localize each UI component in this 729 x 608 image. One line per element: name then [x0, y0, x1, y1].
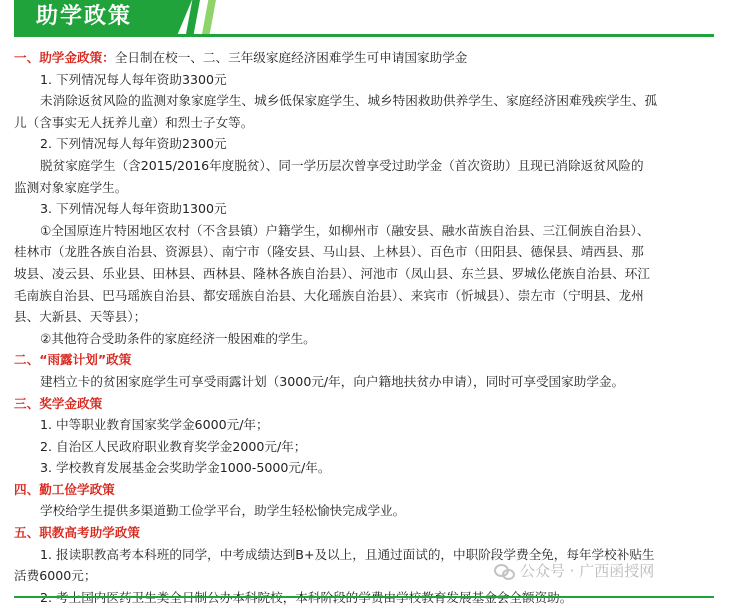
paragraph-line: 桂林市（龙胜各族自治县、资源县）、南宁市（隆安县、马山县、上林县）、百色市（田阳县、德保县、靖西县、那 [14, 244, 644, 260]
paragraph-line: 脱贫家庭学生（含2015/2016年度脱贫）、同一学历层次曾享受过助学金（首次资助）且现已消除返贫风险的 [40, 157, 644, 173]
page-title: 助学政策 [36, 4, 133, 29]
list-item: 1. 下列情况每人每年资助3300元 [40, 71, 227, 87]
section-intro: 全日制在校一、二、三年级家庭经济困难学生可申请国家助学金 [114, 50, 468, 65]
paragraph-line: 建档立卡的贫困家庭学生可享受雨露计划（3000元/年，向户籍地扶贫办申请），同时可享受国家助学金。 [40, 373, 625, 389]
list-item: 3. 下列情况每人每年资助1300元 [40, 201, 227, 217]
policy-content [14, 47, 714, 608]
paragraph-line: 儿（含事实无人抚养儿童）和烈士子女等。 [14, 114, 254, 130]
banner-stripe [14, 34, 714, 37]
paragraph-line: ①全国原连片特困地区农村（不含县镇）户籍学生，如柳州市（融安县、融水苗族自治县、三江侗族自治县）、 [40, 222, 650, 238]
section-heading-label: 一、助学金政策： [14, 50, 115, 65]
section-heading: 四、勤工俭学政策 [14, 481, 115, 497]
paragraph-line: 坡县、凌云县、乐业县、田林县、西林县、隆林各族自治县）、河池市（凤山县、东兰县、罗城仫佬族自治县、环江 [14, 265, 650, 281]
paragraph-line: 毛南族自治县、巴马瑶族自治县、都安瑶族自治县、大化瑶族自治县）、来宾市（忻城县）、崇左市（宁明县、龙州 [14, 287, 644, 303]
list-item: 2. 自治区人民政府职业教育奖学金2000元/年； [40, 438, 307, 454]
section-heading [14, 47, 714, 69]
banner-decoration [202, 0, 216, 34]
watermark-text: 公众号 · 广西函授网 [520, 562, 655, 580]
list-item: 2. 下列情况每人每年资助2300元 [40, 136, 227, 152]
wechat-icon [494, 563, 514, 579]
paragraph-line: ②其他符合受助条件的家庭经济一般困难的学生。 [40, 330, 316, 346]
section-heading: 三、奖学金政策 [14, 395, 103, 411]
paragraph-line: 学校给学生提供多渠道勤工俭学平台，助学生轻松愉快完成学业。 [40, 503, 406, 519]
bottom-divider [14, 596, 714, 598]
paragraph-line: 未消除返贫风险的监测对象家庭学生、城乡低保家庭学生、城乡特困救助供养学生、家庭经济困难残疾学生、孤 [40, 93, 658, 109]
list-item: 1. 报读职教高考本科班的同学，中考成绩达到B+及以上，且通过面试的，中职阶段学费全免，每年学校补贴生 [40, 546, 655, 562]
watermark [494, 560, 654, 581]
paragraph-line: 监测对象家庭学生。 [14, 179, 128, 195]
section-heading: 二、“雨露计划”政策 [14, 352, 132, 368]
paragraph-line: 活费6000元； [14, 568, 97, 584]
list-item: 3. 学校教育发展基金会奖助学金1000-5000元/年。 [40, 460, 331, 476]
header-banner [14, 0, 714, 38]
list-item: 1. 中等职业教育国家奖学金6000元/年； [40, 417, 269, 433]
paragraph-line: 县、大新县、天等县）； [14, 309, 147, 325]
section-heading: 五、职教高考助学政策 [14, 525, 140, 541]
